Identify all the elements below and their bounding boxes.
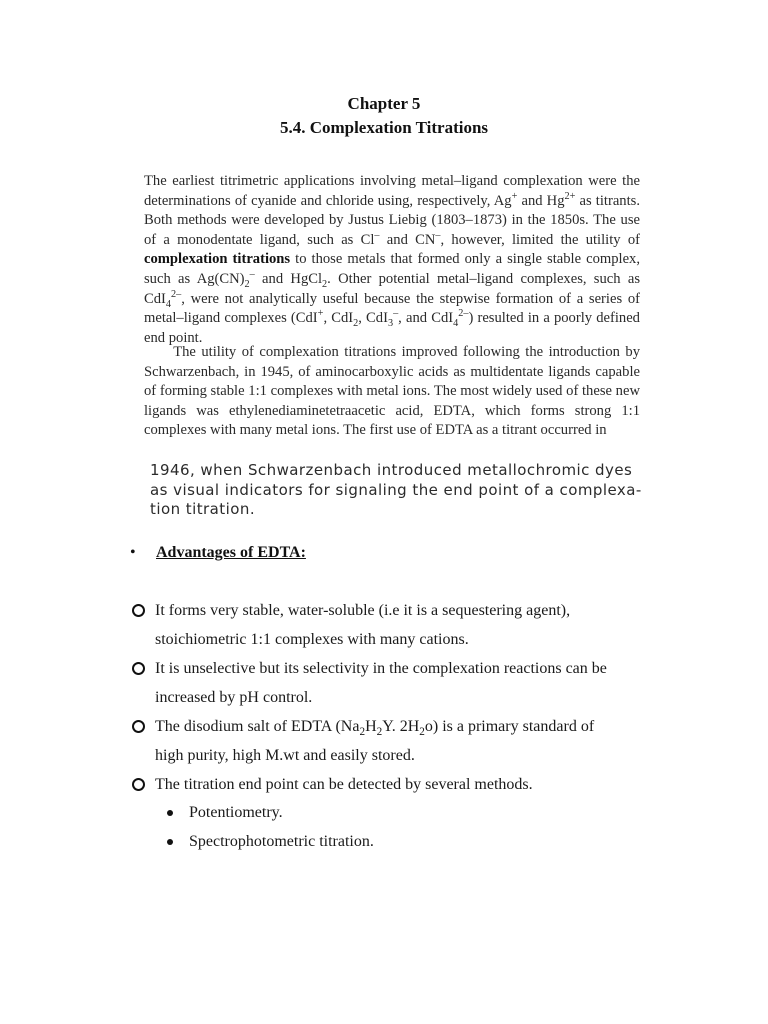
- ring-bullet-icon: [132, 662, 145, 675]
- method-label: Potentiometry.: [189, 804, 283, 821]
- advantages-title: Advantages of EDTA:: [156, 544, 306, 561]
- advantage-item: [130, 712, 594, 770]
- paragraph-intro: The earliest titrimetric applications involving metal–ligand complexation were the determinations of cyanide and chloride using, respectively, Ag+ and $Hg^{2+}$ as titrants. Both methods were developed by Justus Liebig (1803–1873) in the 1850s. The use of a monodentate ligand, such as Cl– and CN–, however, limited the utility of complexation titrations to those metals that formed only a single stable complex, such as $Ag(CN)_2^-$ and HgCl$_2$. Other potential metal–ligand complexes, such as CdI$_4^{2-}$, were not analytically useful because the stepwise formation of a series of metal–ligand complexes (CdI+, CdI$_2$, CdI$_3$–, and CdI$_4^{2-}$) resulted in a poorly defined end point.: [144, 173, 641, 346]
- dot-bullet-icon: [167, 839, 173, 845]
- advantage-line: high purity, high M.wt and easily stored.: [155, 747, 415, 764]
- advantages-heading: [130, 544, 306, 562]
- section-title: 5.4. Complexation Titrations: [279, 118, 489, 137]
- ring-bullet-icon: [132, 720, 145, 733]
- advantage-item: [130, 770, 533, 799]
- paragraph-edta-history: The utility of complexation titrations improved following the introduction by Schwarzenbach, in 1945, of aminocarboxylic acids as multidentate ligands capable of forming stable 1:1 complexes with metal ions. The most widely used of these new ligands was ethylenediaminetetraacetic acid, EDTA, which forms strong 1:1 complexes with many metal ions. The first use of EDTA as a titrant occurred in: [144, 344, 640, 439]
- bullet-icon: •: [130, 544, 136, 561]
- dot-bullet-icon: [167, 810, 173, 816]
- chapter-title: Chapter 5: [347, 94, 421, 113]
- advantage-line: The titration end point can be detected by several methods.: [155, 776, 533, 793]
- advantage-line: The disodium salt of EDTA ($Na_2H_2Y$. $2H_2o$) is a primary standard of: [155, 718, 595, 739]
- paragraph-indicators: 1946, when Schwarzenbach introduced metallochromic dyes as visual indicators for signaling the end point of a complexa- tion titration.: [150, 461, 642, 518]
- ring-bullet-icon: [132, 604, 145, 617]
- ring-bullet-icon: [132, 778, 145, 791]
- advantage-line: stoichiometric 1:1 complexes with many cations.: [155, 631, 469, 648]
- advantage-item: [130, 596, 570, 654]
- method-item: [167, 832, 374, 852]
- advantage-line: It is unselective but its selectivity in the complexation reactions can be: [155, 660, 607, 677]
- method-label: Spectrophotometric titration.: [189, 833, 374, 850]
- advantage-line: It forms very stable, water-soluble (i.e it is a sequestering agent),: [155, 602, 571, 619]
- advantage-line: increased by pH control.: [155, 689, 313, 706]
- method-item: [167, 803, 283, 823]
- advantage-item: [130, 654, 607, 712]
